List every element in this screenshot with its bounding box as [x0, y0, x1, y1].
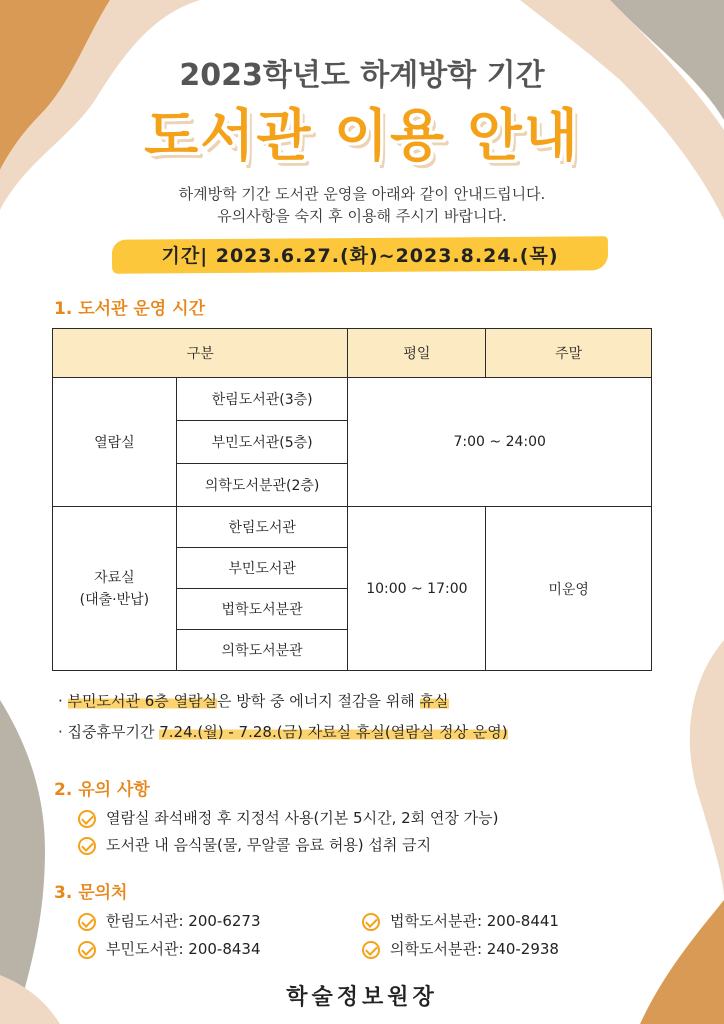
check-circle-icon	[78, 913, 96, 931]
library-cell: 한림도서관	[176, 507, 348, 548]
blob-gray-left	[0, 700, 45, 1024]
contact-item	[78, 910, 261, 931]
intro-line-1: 하계방학 기간 도서관 운영을 아래와 같이 안내드립니다.	[178, 185, 546, 203]
materials-weekday-hours: 10:00 ~ 17:00	[348, 507, 486, 671]
library-cell: 부민도서관	[176, 548, 348, 589]
note-2	[58, 721, 508, 742]
section-1-title: 1. 도서관 운영 시간	[54, 299, 205, 319]
header-weekend: 주말	[486, 329, 652, 378]
library-cell: 의학도서분관(2층)	[176, 464, 348, 507]
intro-line-2: 유의사항을 숙지 후 이용해 주시기 바랍니다.	[217, 207, 507, 225]
header-weekday: 평일	[348, 329, 486, 378]
note-2-prefix: · 집중휴무기간	[58, 723, 160, 741]
contact-text: 의학도서분관: 240-2938	[390, 940, 559, 958]
library-cell: 법학도서분관	[176, 589, 348, 630]
note-1-highlight: 부민도서관 6층 열람실	[67, 692, 218, 710]
reading-room-label: 열람실	[53, 378, 177, 507]
title-line-1: 2023학년도 하계방학 기간	[179, 58, 545, 93]
contact-item	[78, 938, 261, 959]
caution-item	[78, 807, 499, 828]
check-circle-icon	[78, 810, 96, 828]
check-circle-icon	[362, 941, 380, 959]
title-line-2: 도서관 이용 안내	[144, 104, 580, 169]
reading-room-hours: 7:00 ~ 24:00	[348, 378, 652, 507]
library-cell: 한림도서관(3층)	[176, 378, 348, 421]
caution-item-text: 도서관 내 음식물(물, 무알콜 음료 허용) 섭취 금지	[106, 836, 432, 854]
note-1-prefix: ·	[58, 692, 68, 710]
check-circle-icon	[362, 913, 380, 931]
check-circle-icon	[78, 837, 96, 855]
caution-item-text: 열람실 좌석배정 후 지정석 사용(기본 5시간, 2회 연장 가능)	[106, 809, 499, 827]
materials-room-title: 자료실	[94, 569, 135, 586]
note-1-highlight-2: 휴실	[419, 692, 449, 710]
table-row	[53, 378, 652, 421]
materials-room-label	[53, 507, 177, 671]
contact-text: 부민도서관: 200-8434	[106, 940, 261, 958]
section-3-title: 3. 문의처	[54, 883, 128, 903]
check-circle-icon	[78, 941, 96, 959]
library-cell: 의학도서분관	[176, 630, 348, 671]
caution-item	[78, 834, 431, 855]
materials-weekend: 미운영	[486, 507, 652, 671]
contact-item	[362, 938, 559, 959]
footer-signature: 학술정보원장	[286, 985, 438, 1010]
materials-room-subtitle: (대출·반납)	[79, 591, 150, 608]
contact-item	[362, 910, 559, 931]
library-cell: 부민도서관(5층)	[176, 421, 348, 464]
blob-peach-bottom-right	[690, 640, 724, 900]
period-text: 기간| 2023.6.27.(화)~2023.8.24.(목)	[161, 245, 559, 267]
operating-hours-table	[52, 328, 652, 671]
contact-text: 한림도서관: 200-6273	[106, 912, 261, 930]
note-1	[58, 690, 449, 711]
note-1-text: 은 방학 중 에너지 절감을 위해	[217, 692, 420, 710]
table-header-row	[53, 329, 652, 378]
table-row	[53, 507, 652, 548]
header-category: 구분	[53, 329, 348, 378]
note-2-highlight: 7.24.(월) - 7.28.(금) 자료실 휴실(열람실 정상 운영)	[159, 723, 508, 741]
section-2-title: 2. 유의 사항	[54, 780, 150, 800]
contact-text: 법학도서분관: 200-8441	[390, 912, 559, 930]
